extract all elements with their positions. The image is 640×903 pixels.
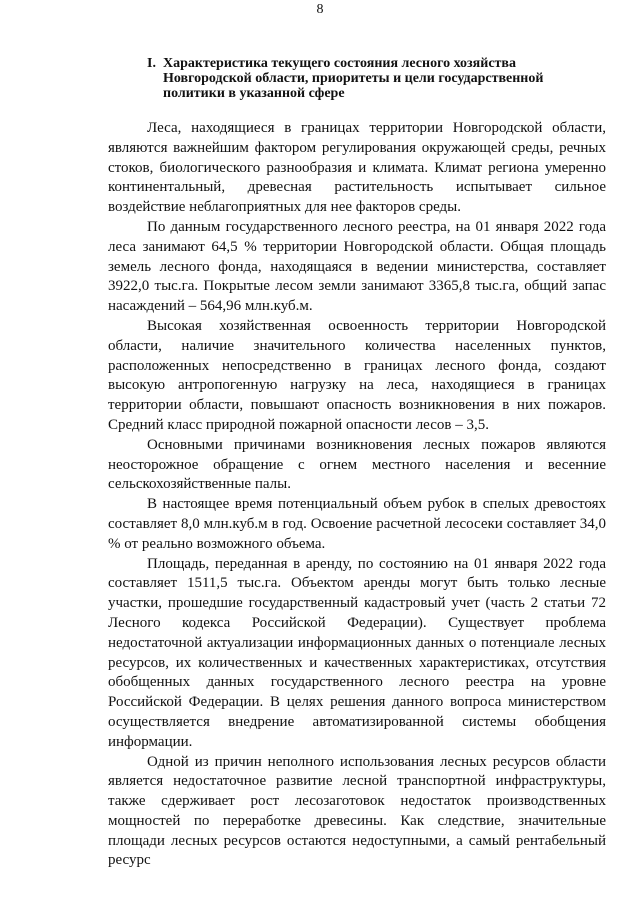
section-title: Характеристика текущего состояния лесного хозяйства Новгородской области, приоритеты и цели государственной политики в указанной сфере [163, 56, 544, 101]
paragraph: Высокая хозяйственная освоенность территории Новгородской области, наличие значительного количества населенных пунктов, расположенных непосредственно в границах лесного фонда, создают высокую антропогенную нагрузку на леса, находящиеся в границах территории области, повышают опасность возникновения в них пожаров. Средний класс природной пожарной опасности лесов – 3,5. [108, 317, 606, 433]
section-number: I. [147, 56, 156, 71]
paragraph: Площадь, переданная в аренду, по состоянию на 01 января 2022 года составляет 1511,5 тыс.га. Объектом аренды могут быть только лесные участки, прошедшие государственный кадастровый учет (часть 2 статьи 72 Лесного кодекса Российской Федерации). Существует проблема недостаточной актуализации информационных данных о потенциале лесных ресурсов, их количественных и качественных характеристиках, отсутствия обобщенных данных государственного лесного реестра на уровне Российской Федерации. В целях решения данного вопроса министерством осуществляется внедрение автоматизированной системы обобщения информации. [108, 555, 606, 750]
section-heading [147, 56, 607, 101]
paragraph: По данным государственного лесного реестра, на 01 января 2022 года леса занимают 64,5 % территории Новгородской области. Общая площадь земель лесного фонда, находящаяся в ведении министерства, составляет 3922,0 тыс.га. Покрытые лесом земли занимают 3365,8 тыс.га, общий запас насаждений – 564,96 млн.куб.м. [108, 218, 606, 315]
body-text [108, 119, 606, 871]
paragraph: В настоящее время потенциальный объем рубок в спелых древостоях составляет 8,0 млн.куб.м в год. Освоение расчетной лесосеки составляет 34,0 % от реально возможного объема. [108, 496, 606, 552]
page-number: 8 [316, 2, 324, 17]
paragraph: Леса, находящиеся в границах территории Новгородской области, являются важнейшим фактором регулирования окружающей среды, речных стоков, биологического разнообразия и климата. Климат региона умеренно континентальный, древесная растительность испытывает сильное воздействие неблагоприятных для нее факторов среды. [108, 120, 606, 216]
paragraph: Одной из причин неполного использования лесных ресурсов области является недостаточное развитие лесной транспортной инфраструктуры, также сдерживает рост лесозаготовок недостаток производственных мощностей по переработке древесины. Как следствие, значительные площади лесных ресурсов остаются недоступными, а самый рентабельный ресурс [108, 753, 606, 869]
paragraph: Основными причинами возникновения лесных пожаров являются неосторожное обращение с огнем местного населения и весенние сельскохозяйственные палы. [108, 436, 606, 493]
